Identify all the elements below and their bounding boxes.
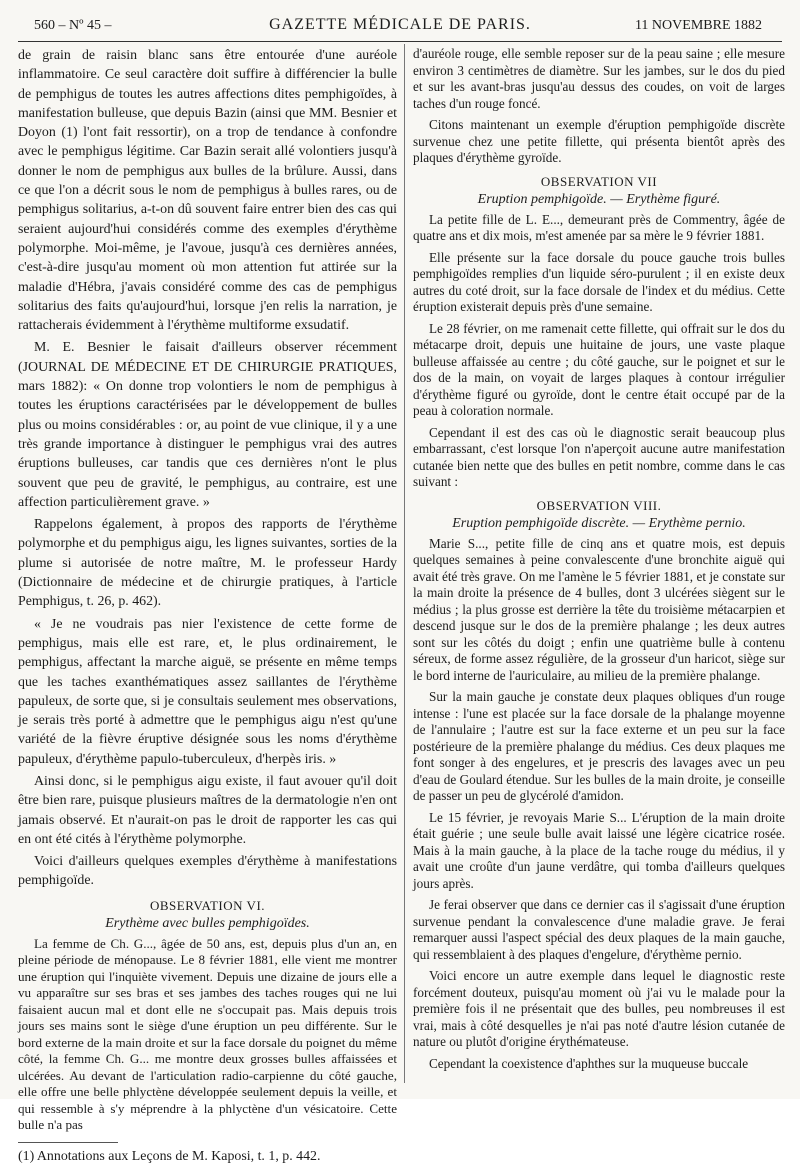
- quote-paragraph: « Je ne voudrais pas nier l'existence de cette forme de pemphigus, mais elle est rare, et, le plus ordinairement, le pemphigus, affectant la marche aiguë, se présente en même temps que les taches exanthématiques assez saillantes de l'érythème papuleux, de sorte que, si je consultais seulement mes observations, je serais très porté à admettre que le pemphigus aigu n'est qu'une variété de la fièvre éruptive désignée sous les noms d'érythème papuleux, d'érythème papulo-tuberculeux, d'herpès iris. »: [18, 616, 397, 767]
- paragraph: Je ferai observer que dans ce dernier cas il s'agissait d'une éruption survenue pendant la convalescence d'une maladie grave. Je ferai remarquer aussi l'aspect spécial des deux plaques de la main gauche, qui ressemblaient à des plaques d'engelure, d'érythème pernio.: [413, 897, 785, 962]
- paragraph: Voici d'ailleurs quelques exemples d'érythème à manifestations pemphigoïde.: [18, 854, 397, 889]
- observation-title: OBSERVATION VI.: [149, 897, 266, 913]
- paragraph: de grain de raisin blanc sans être entourée d'une auréole inflammatoire. Ce seul caractère doit suffire à différencier la bulle de pemphigus de toutes les autres affections dites pemphigoïdes, à manifestation bulleuse, que depuis Bazin (ainsi que MM. Besnier et Doyon (1) l'ont fait ressortir), on a trop de tendance à confondre avec le pemphigus légitime. Car Bazin serait allé volontiers jusqu'à donner le nom de pemphigus aux bulles de la brûlure. Aussi, dans ce que l'on a décrit sous le nom de pemphigus à bulles rares, ou de pemphigus solitarius, a-t-on dû souvent faire entrer bien des cas qui seraient aujourd'hui considérés comme des exemples d'érythème polymorphe. Moi-même, je l'avoue, jusqu'à ces dernières années, c'est-à-dire jusqu'au moment où mon attention fut attirée sur la maladie d'Hébra, j'avais considéré comme des cas de pemphigus solitarius des faits qu'aujourd'hui, lorsque j'en relis la narration, je rattacherais évidemment à l'érythème multiforme exsudatif.: [18, 48, 397, 334]
- paragraph: Le 28 février, on me ramenait cette fillette, qui offrait sur le dos du métacarpe droit, depuis une huitaine de jours, une vaste plaque bulleuse affaissée au centre ; du côté gauche, sur le poignet et sur le dos de la main, on voyait de larges plaques à contour irrégulier d'érythème figuré ou gyroïde, dont le centre était occupé par de la peau à coloration normale.: [413, 320, 785, 418]
- observation-subtitle: Eruption pemphigoïde. — Erythème figuré.: [477, 191, 721, 207]
- paragraph: d'auréole rouge, elle semble reposer sur de la peau saine ; elle mesure environ 3 centimètres de diamètre. Sur les jambes, sur le dos du pied et sur les avant-bras jusqu'au dessus des coudes, on voit de larges taches d'un rouge foncé.: [413, 46, 785, 111]
- header-rule: [18, 41, 782, 42]
- paragraph: La femme de Ch. G..., âgée de 50 ans, est, depuis plus d'un an, en pleine période de ménopause. Le 8 février 1881, elle vient me montrer une éruption qui l'inquiète vivement. Depuis une dizaine de jours elle a vu apparaître sur ses bras et ses jambes des taches rouges qui ne lui faisaient aucun mal et dont elle ne s'occupait pas. Mais depuis trois jours ses mains sont le siège d'une éruption un peu différente. Sur le bord externe de la main droite et sur la face dorsale du poignet du même côté, la femme Ch. G... me montre deux grosses bulles affaissées et ulcérées. Au devant de l'articulation radio-carpienne du côté gauche, elle offre une belle phlyctène développée seulement depuis la veille, et qui ressemble à s'y méprendre à la phlyctène d'un vésicatoire. Cette bulle n'a pas: [18, 935, 397, 1133]
- paragraph: Voici encore un autre exemple dans lequel le diagnostic reste forcément douteux, puisqu'au moment où j'ai vu le malade pour la première fois il ne présentait que des bulles, peu nombreuses il est vrai, mais à côté desquelles je n'ai pas noté d'autre lésion cutanée de nature ou plutôt d'origine érythémateuse.: [413, 968, 785, 1049]
- paragraph: Citons maintenant un exemple d'éruption pemphigoïde discrète survenue chez une petite fillette, qui présenta bientôt après des plaques d'érythème gyroïde.: [413, 117, 785, 165]
- observation-subtitle: Eruption pemphigoïde discrète. — Erythème pernio.: [452, 515, 746, 531]
- paragraph: Rappelons également, à propos des rapports de l'érythème polymorphe et du pemphigus aigu, les lignes suivantes, sorties de la plume si autorisée de notre maître, M. le professeur Hardy (Dictionnaire de médecine et de chirurgie pratiques, à l'article Pemphigus, t. 26, p. 462).: [18, 517, 397, 610]
- column-divider: [404, 44, 405, 1083]
- paragraph: Cependant il est des cas où le diagnostic serait beaucoup plus embarrassant, c'est lorsque l'on n'aperçoit aucune autre manifestation cutanée bien nette que des bulles en petit nombre, comme dans le cas suivant :: [413, 424, 785, 489]
- paragraph: Le 15 février, je revoyais Marie S... L'éruption de la main droite était guérie ; une seule bulle avait laissé une légère cicatrice rosée. Mais à la main gauche, à la place de la tache rouge du médius, il y avait une croûte d'un jaune verdâtre, qui tomba d'ailleurs quelques jours après.: [413, 809, 785, 891]
- paragraph: Sur la main gauche je constate deux plaques obliques d'un rouge intense : l'une est placée sur la face dorsale de la phalange moyenne de l'annulaire ; l'autre est sur la face externe et un peu sur la face postérieure de la première phalange du médius. Ces deux plaques me font songer à des engelures, et je prescris des lavages avec un peu d'eau de Goulard étendue. Sur les bulles de la main droite, je conseille de passer un peu de glycérolé d'amidon.: [413, 689, 785, 803]
- paragraph: Marie S..., petite fille de cinq ans et quatre mois, est depuis quelques semaines à peine convalescente d'une bronchite aiguë qui avait été très grave. On me l'amène le 5 février 1881, et je constate sur la main droite la présence de 4 bulles, dont 3 ulcérées siègent sur le médius ; la plus grosse est derrière la tête du troisième métacarpien et descend jusque sur le dos de la première phalange ; les deux autres sont sur les côtés du doigt ; enfin une quatrième bulle à contenu séreux, de forme assez régulière, de la grosseur d'un haricot, siège sur le bord interne de l'auriculaire, au milieu de la première phalange.: [413, 535, 785, 683]
- page-number: 560 – Nº 45 –: [34, 18, 112, 33]
- paragraph: Elle présente sur la face dorsale du pouce gauche trois bulles pemphigoïdes remplies d'un liquide séro-purulent ; il en existe deux autres du coté droit, sur la face dorsale de l'index et du médius. Cette éruption existerait depuis près d'une semaine.: [413, 249, 785, 314]
- right-column: [413, 46, 785, 1087]
- issue-date: 11 NOVEMBRE 1882: [634, 18, 762, 33]
- footnote: (1) Annotations aux Leçons de M. Kaposi, t. 1, p. 442.: [18, 1148, 321, 1164]
- observation-title: OBSERVATION VII: [540, 173, 658, 189]
- observation-title: OBSERVATION VIII.: [536, 497, 662, 513]
- paragraph: La petite fille de L. E..., demeurant près de Commentry, âgée de quatre ans et dix mois, m'est amenée par sa mère le 9 février 1881.: [413, 211, 785, 243]
- paragraph: Ainsi donc, si le pemphigus aigu existe, il faut avouer qu'il doit être bien rare, puisque plusieurs maîtres de la dermatologie n'en ont jamais observé. Et n'aurait-on pas le droit de rapporter les cas qui en ont été cités à l'érythème polymorphe.: [18, 773, 397, 847]
- paragraph: Cependant la coexistence d'aphthes sur la muqueuse buccale: [429, 1055, 749, 1071]
- page-header: [18, 14, 782, 40]
- paragraph: M. E. Besnier le faisait d'ailleurs observer récemment (JOURNAL DE MÉDECINE ET DE CHIRURGIE PRATIQUES, mars 1882): « On donne trop volontiers le nom de pemphigus à toutes les éruptions caractérisées par le développement de bulles plus ou moins considérables : or, au point de vue clinique, il y a une très grande importance à distinguer le pemphigus vrai des autres éruptions bulleuses, car tandis que ces dernières n'ont le plus souvent que peu de gravité, le pemphigus, au contraire, est une affection particulièrement grave. »: [18, 340, 397, 510]
- left-column: [18, 46, 397, 1164]
- observation-subtitle: Erythème avec bulles pemphigoïdes.: [105, 915, 310, 931]
- footnote-rule: [18, 1142, 118, 1143]
- journal-title: GAZETTE MÉDICALE DE PARIS.: [269, 16, 531, 33]
